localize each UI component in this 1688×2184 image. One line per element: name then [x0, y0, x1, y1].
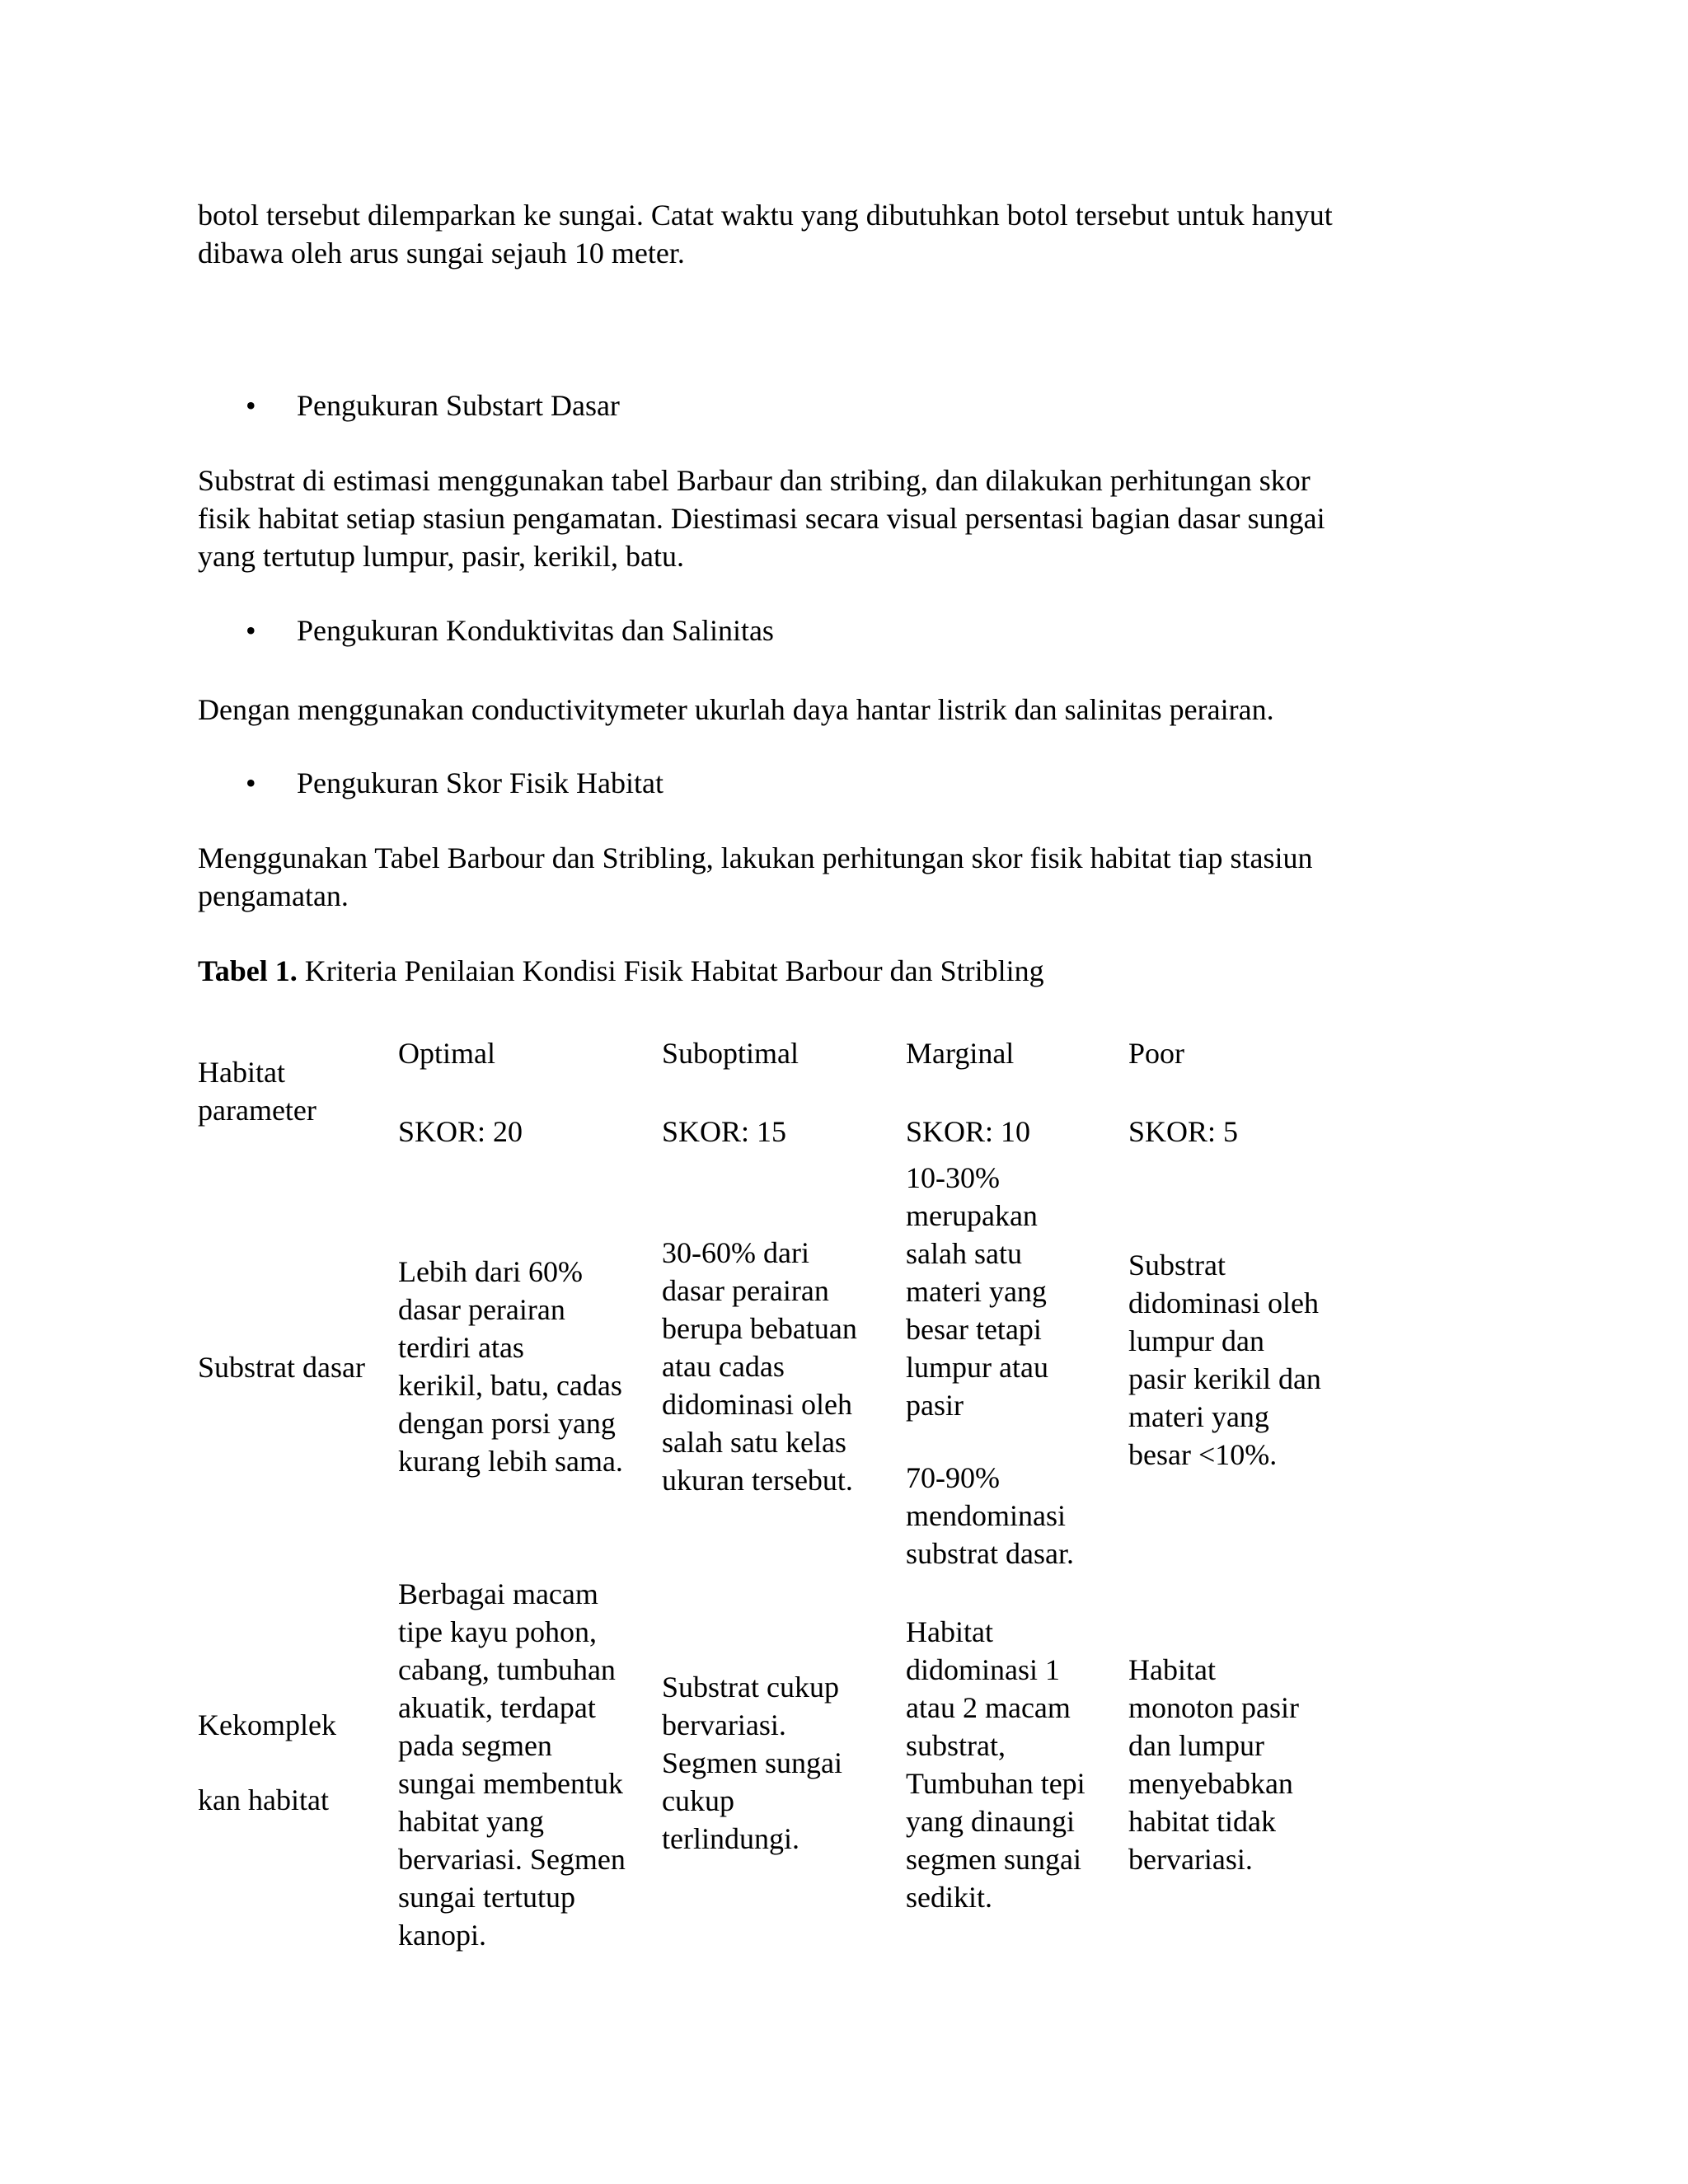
intro-line-2: dibawa oleh arus sungai sejauh 10 meter.	[198, 237, 685, 269]
header-optimal-label: Optimal	[398, 1037, 495, 1070]
cell-line: Habitat	[1128, 1653, 1216, 1686]
cell-line: akuatik, terdapat	[398, 1691, 596, 1724]
header-param	[198, 1053, 316, 1129]
cell-line: merupakan	[906, 1199, 1038, 1232]
cell-line: kurang lebih sama.	[398, 1445, 623, 1478]
cell-line: lumpur atau	[906, 1351, 1048, 1384]
cell-line: menyebabkan	[1128, 1767, 1293, 1800]
header-suboptimal-label: Suboptimal	[662, 1037, 799, 1070]
cell-line: kanopi.	[398, 1919, 486, 1952]
header-param-line-1: Habitat	[198, 1056, 285, 1089]
cell-line: monoton pasir	[1128, 1691, 1299, 1724]
cell-line: habitat tidak	[1128, 1805, 1276, 1838]
cell-line: ukuran tersebut.	[662, 1464, 853, 1497]
table-caption-text: Kriteria Penilaian Kondisi Fisik Habitat Barbour dan Stribling	[297, 954, 1044, 987]
cell-line: didominasi oleh	[662, 1388, 852, 1421]
cell-line: pasir	[906, 1389, 964, 1422]
bullet-label: Pengukuran Skor Fisik Habitat	[297, 766, 663, 799]
cell-line: lumpur dan	[1128, 1324, 1264, 1357]
cell-line: yang dinaungi	[906, 1805, 1075, 1838]
cell-line: cabang, tumbuhan	[398, 1653, 616, 1686]
bullet-label: Pengukuran Substart Dasar	[297, 389, 620, 422]
intro-line-1: botol tersebut dilemparkan ke sungai. Catat waktu yang dibutuhkan botol tersebut untuk hanyut	[198, 199, 1333, 232]
row-kekompleksan-poor	[1128, 1651, 1299, 1878]
cell-line: sedikit.	[906, 1881, 992, 1914]
cell-line: Berbagai macam	[398, 1577, 598, 1610]
cell-line: Substrat cukup	[662, 1671, 839, 1704]
cell-line: sungai membentuk	[398, 1767, 623, 1800]
cell-line: substrat,	[906, 1729, 1006, 1762]
table-caption	[198, 952, 1044, 990]
cell-line: cukup	[662, 1784, 734, 1817]
cell-line: pasir kerikil dan	[1128, 1362, 1321, 1395]
bullet-icon: •	[246, 389, 256, 422]
cell-line: dan lumpur	[1128, 1729, 1264, 1762]
cell-line: 10-30%	[906, 1161, 1000, 1194]
header-marginal-score: SKOR: 10	[906, 1115, 1031, 1148]
substrat-line-2: fisik habitat setiap stasiun pengamatan. Diestimasi secara visual persentasi bagian dasar sungai	[198, 502, 1325, 535]
cell-line: mendominasi	[906, 1499, 1066, 1532]
cell-line: 30-60% dari	[662, 1236, 809, 1269]
row-kekompleksan-param-line-2: kan habitat	[198, 1783, 329, 1816]
cell-line: atau 2 macam	[906, 1691, 1071, 1724]
row-substrat-poor	[1128, 1246, 1321, 1474]
row-substrat-marginal-b	[906, 1459, 1074, 1572]
cell-line: segmen sungai	[906, 1843, 1081, 1876]
header-optimal-score: SKOR: 20	[398, 1115, 523, 1148]
cell-line: materi yang	[1128, 1400, 1269, 1433]
row-substrat-marginal-a	[906, 1159, 1048, 1424]
cell-line: dasar perairan	[662, 1274, 829, 1307]
cell-line: salah satu kelas	[662, 1426, 846, 1459]
skor-line-2: pengamatan.	[198, 879, 349, 912]
cell-line: Tumbuhan tepi	[906, 1767, 1085, 1800]
cell-line: Lebih dari 60%	[398, 1255, 583, 1288]
header-poor-label: Poor	[1128, 1037, 1185, 1070]
cell-line: habitat yang	[398, 1805, 544, 1838]
cell-line: terlindungi.	[662, 1822, 799, 1855]
substrat-line-3: yang tertutup lumpur, pasir, kerikil, batu.	[198, 540, 684, 573]
skor-line-1: Menggunakan Tabel Barbour dan Stribling, lakukan perhitungan skor fisik habitat tiap stasiun	[198, 841, 1313, 874]
konduktivitas-paragraph: Dengan menggunakan conductivitymeter ukurlah daya hantar listrik dan salinitas perairan.	[198, 693, 1274, 726]
cell-line: pada segmen	[398, 1729, 552, 1762]
cell-line: Substrat	[1128, 1249, 1226, 1282]
row-substrat-optimal	[398, 1253, 623, 1480]
cell-line: Habitat	[906, 1615, 993, 1648]
cell-line: bervariasi.	[662, 1708, 786, 1741]
cell-line: berupa bebatuan	[662, 1312, 857, 1345]
cell-line: 70-90%	[906, 1461, 1000, 1494]
row-substrat-suboptimal	[662, 1234, 857, 1499]
header-poor-score: SKOR: 5	[1128, 1115, 1239, 1148]
row-kekompleksan-optimal	[398, 1575, 626, 1954]
cell-line: besar tetapi	[906, 1313, 1042, 1346]
cell-line: kerikil, batu, cadas	[398, 1369, 622, 1402]
cell-line: bervariasi.	[1128, 1843, 1253, 1876]
cell-line: atau cadas	[662, 1350, 785, 1383]
row-kekompleksan-marginal	[906, 1613, 1085, 1916]
substrat-line-1: Substrat di estimasi menggunakan tabel Barbaur dan stribing, dan dilakukan perhitungan skor	[198, 464, 1311, 497]
row-kekompleksan-param-line-1: Kekomplek	[198, 1708, 336, 1741]
bullet-icon: •	[246, 614, 256, 647]
cell-line: terdiri atas	[398, 1331, 524, 1364]
cell-line: didominasi 1	[906, 1653, 1060, 1686]
row-kekompleksan-suboptimal	[662, 1668, 842, 1858]
cell-line: Segmen sungai	[662, 1746, 842, 1779]
row-substrat-param: Substrat dasar	[198, 1351, 365, 1384]
cell-line: besar <10%.	[1128, 1438, 1278, 1471]
cell-line: sungai tertutup	[398, 1881, 575, 1914]
cell-line: salah satu	[906, 1237, 1022, 1270]
bullet-label: Pengukuran Konduktivitas dan Salinitas	[297, 614, 774, 647]
header-param-line-2: parameter	[198, 1094, 316, 1127]
cell-line: dengan porsi yang	[398, 1407, 616, 1440]
cell-line: tipe kayu pohon,	[398, 1615, 597, 1648]
cell-line: didominasi oleh	[1128, 1286, 1319, 1319]
bullet-icon: •	[246, 766, 256, 799]
table-caption-label: Tabel 1.	[198, 954, 298, 987]
cell-line: bervariasi. Segmen	[398, 1843, 626, 1876]
cell-line: materi yang	[906, 1275, 1047, 1308]
header-marginal-label: Marginal	[906, 1037, 1015, 1070]
cell-line: dasar perairan	[398, 1293, 565, 1326]
header-suboptimal-score: SKOR: 15	[662, 1115, 787, 1148]
cell-line: substrat dasar.	[906, 1537, 1074, 1570]
